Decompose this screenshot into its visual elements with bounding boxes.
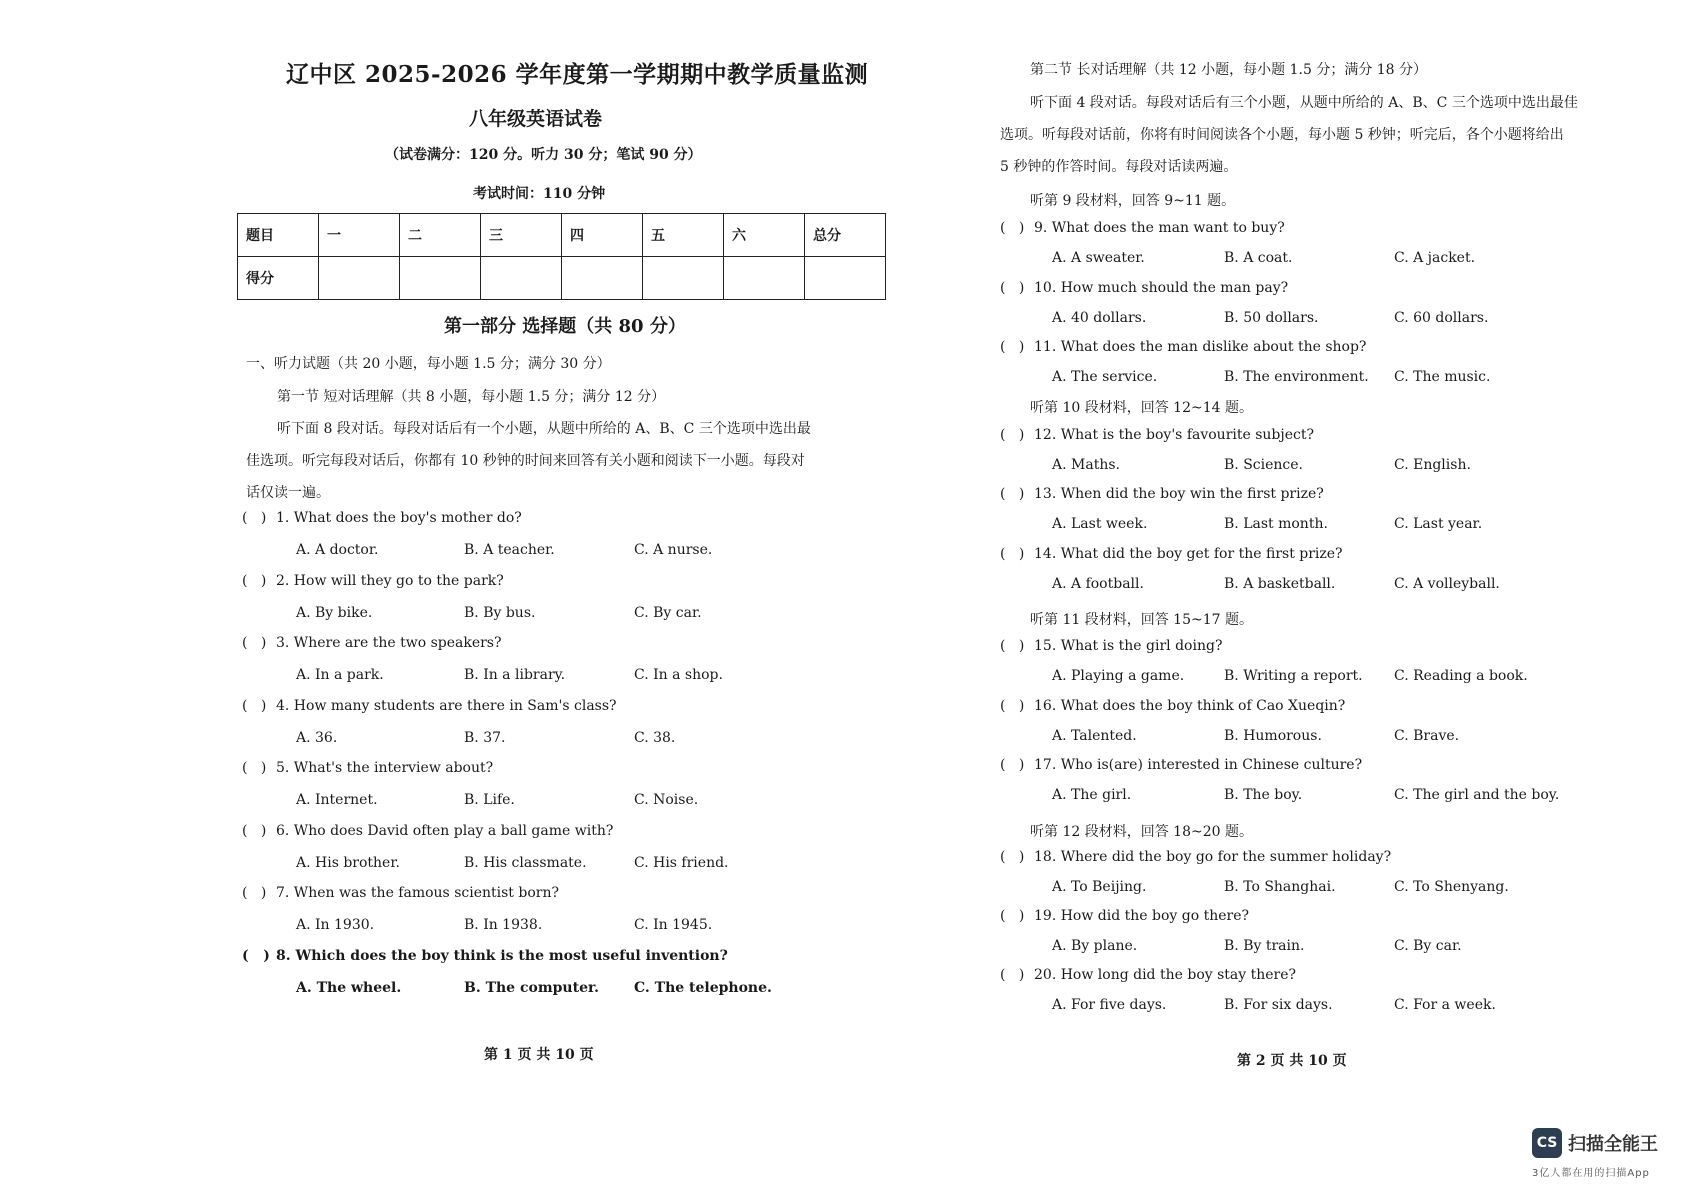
answer-blank[interactable]: ( ) xyxy=(1000,220,1025,236)
section-title: 一、听力试题（共 20 小题，每小题 1.5 分；满分 30 分） xyxy=(246,356,611,372)
option-c: C. A jacket. xyxy=(1394,250,1476,266)
answer-blank[interactable]: ( ) xyxy=(1000,486,1025,502)
option-c: C. A nurse. xyxy=(634,542,713,558)
option-a: A. To Beijing. xyxy=(1052,879,1147,895)
score-table-cell: 得分 xyxy=(238,257,319,300)
option-a: A. By bike. xyxy=(296,605,373,621)
option-b: B. The computer. xyxy=(464,980,599,996)
option-b: B. A basketball. xyxy=(1224,576,1336,592)
question-text: 2. How will they go to the park? xyxy=(276,573,504,589)
score-table-header-row xyxy=(238,214,886,257)
group-heading: 听第 9 段材料，回答 9~11 题。 xyxy=(1030,193,1236,209)
option-c: C. English. xyxy=(1394,457,1471,473)
option-c: C. 38. xyxy=(634,730,676,746)
option-c: C. Brave. xyxy=(1394,728,1460,744)
score-table-cell: 六 xyxy=(724,214,805,257)
score-table-cell: 一 xyxy=(319,214,400,257)
score-blank-cell[interactable] xyxy=(724,257,805,300)
score-table-cell: 题目 xyxy=(238,214,319,257)
option-b: B. Science. xyxy=(1224,457,1303,473)
question-text: 15. What is the girl doing? xyxy=(1034,638,1223,654)
exam-time: 考试时间：110 分钟 xyxy=(473,186,606,202)
option-c: C. The girl and the boy. xyxy=(1394,787,1560,803)
exam-title: 辽中区 2025-2026 学年度第一学期期中教学质量监测 xyxy=(286,61,869,88)
option-c: C. His friend. xyxy=(634,855,729,871)
question-text: 8. Which does the boy think is the most useful invention? xyxy=(276,948,728,964)
group-heading: 听第 12 段材料，回答 18~20 题。 xyxy=(1030,824,1253,840)
option-c: C. Noise. xyxy=(634,792,699,808)
group-heading: 听第 11 段材料，回答 15~17 题。 xyxy=(1030,612,1253,628)
question-text: 20. How long did the boy stay there? xyxy=(1034,967,1297,983)
instruction-line: 选项。听每段对话前，你将有时间阅读各个小题，每小题 5 秒钟；听完后，各个小题将给出 xyxy=(1000,127,1564,143)
option-b: B. To Shanghai. xyxy=(1224,879,1336,895)
option-b: B. A teacher. xyxy=(464,542,555,558)
option-a: A. The girl. xyxy=(1052,787,1132,803)
option-a: A. Maths. xyxy=(1052,457,1120,473)
answer-blank[interactable]: ( ) xyxy=(242,760,267,776)
option-a: A. By plane. xyxy=(1052,938,1138,954)
score-blank-cell[interactable] xyxy=(805,257,886,300)
answer-blank[interactable]: ( ) xyxy=(1000,638,1025,654)
answer-blank[interactable]: ( ) xyxy=(242,823,267,839)
option-a: A. Talented. xyxy=(1052,728,1137,744)
option-a: A. His brother. xyxy=(296,855,400,871)
answer-blank[interactable]: ( ) xyxy=(1000,546,1025,562)
answer-blank[interactable]: ( ) xyxy=(1000,339,1025,355)
option-b: B. For six days. xyxy=(1224,997,1333,1013)
instruction-line: 5 秒钟的作答时间。每段对话读两遍。 xyxy=(1000,159,1238,175)
option-a: A. Playing a game. xyxy=(1052,668,1185,684)
question-text: 4. How many students are there in Sam's class? xyxy=(276,698,617,714)
option-c: C. By car. xyxy=(1394,938,1462,954)
score-table-score-row xyxy=(238,257,886,300)
question-text: 1. What does the boy's mother do? xyxy=(276,510,522,526)
answer-blank[interactable]: ( ) xyxy=(1000,698,1025,714)
option-a: A. In a park. xyxy=(296,667,384,683)
option-a: A. In 1930. xyxy=(296,917,375,933)
option-b: B. In 1938. xyxy=(464,917,543,933)
question-text: 5. What's the interview about? xyxy=(276,760,494,776)
question-text: 14. What did the boy get for the first prize? xyxy=(1034,546,1343,562)
score-info: （试卷满分：120 分。听力 30 分；笔试 90 分） xyxy=(385,147,702,163)
answer-blank[interactable]: ( ) xyxy=(1000,967,1025,983)
instruction-line: 话仅读一遍。 xyxy=(246,485,330,501)
option-c: C. The telephone. xyxy=(634,980,772,996)
option-a: A. For five days. xyxy=(1052,997,1167,1013)
option-b: B. 37. xyxy=(464,730,506,746)
instruction-line: 佳选项。听完每段对话后，你都有 10 秒钟的时间来回答有关小题和阅读下一小题。每段对 xyxy=(246,453,805,469)
answer-blank[interactable]: ( ) xyxy=(1000,757,1025,773)
subsection-title: 第一节 短对话理解（共 8 小题，每小题 1.5 分；满分 12 分） xyxy=(277,389,666,405)
score-blank-cell[interactable] xyxy=(319,257,400,300)
question-text: 13. When did the boy win the first prize? xyxy=(1034,486,1324,502)
option-c: C. 60 dollars. xyxy=(1394,310,1489,326)
option-b: B. A coat. xyxy=(1224,250,1293,266)
option-b: B. The boy. xyxy=(1224,787,1303,803)
option-a: A. 40 dollars. xyxy=(1052,310,1147,326)
option-a: A. Last week. xyxy=(1052,516,1148,532)
group-heading: 听第 10 段材料，回答 12~14 题。 xyxy=(1030,400,1253,416)
question-text: 12. What is the boy's favourite subject? xyxy=(1034,427,1314,443)
option-b: B. His classmate. xyxy=(464,855,587,871)
option-b: B. Writing a report. xyxy=(1224,668,1363,684)
option-a: A. Internet. xyxy=(296,792,378,808)
option-c: C. Last year. xyxy=(1394,516,1483,532)
score-table-cell: 二 xyxy=(400,214,481,257)
option-c: C. In 1945. xyxy=(634,917,713,933)
page-footer: 第 2 页 共 10 页 xyxy=(1237,1053,1347,1069)
score-table-cell: 五 xyxy=(643,214,724,257)
answer-blank[interactable]: ( ) xyxy=(1000,849,1025,865)
score-blank-cell[interactable] xyxy=(562,257,643,300)
watermark-tagline: 3亿人都在用的扫描App xyxy=(1532,1168,1650,1179)
answer-blank[interactable]: ( ) xyxy=(242,885,267,901)
question-text: 6. Who does David often play a ball game with? xyxy=(276,823,614,839)
option-c: C. In a shop. xyxy=(634,667,723,683)
answer-blank[interactable]: ( ) xyxy=(1000,908,1025,924)
option-b: B. Humorous. xyxy=(1224,728,1322,744)
question-text: 16. What does the boy think of Cao Xueqin? xyxy=(1034,698,1346,714)
option-b: B. In a library. xyxy=(464,667,566,683)
score-table-cell: 四 xyxy=(562,214,643,257)
score-blank-cell[interactable] xyxy=(481,257,562,300)
option-b: B. By bus. xyxy=(464,605,536,621)
instruction-line: 听下面 4 段对话。每段对话后有三个小题，从题中所给的 A、B、C 三个选项中选出最佳 xyxy=(1030,95,1578,111)
option-a: A. The wheel. xyxy=(296,980,402,996)
subsection-title: 第二节 长对话理解（共 12 小题，每小题 1.5 分；满分 18 分） xyxy=(1030,62,1428,78)
answer-blank[interactable]: ( ) xyxy=(242,573,267,589)
question-text: 7. When was the famous scientist born? xyxy=(276,885,559,901)
option-a: A. A sweater. xyxy=(1052,250,1145,266)
option-c: C. By car. xyxy=(634,605,702,621)
option-b: B. Last month. xyxy=(1224,516,1328,532)
option-c: C. A volleyball. xyxy=(1394,576,1500,592)
option-a: A. The service. xyxy=(1052,369,1158,385)
watermark-app-name: 扫描全能王 xyxy=(1568,1134,1658,1155)
option-a: A. 36. xyxy=(296,730,338,746)
question-text: 18. Where did the boy go for the summer holiday? xyxy=(1034,849,1392,865)
question-text: 19. How did the boy go there? xyxy=(1034,908,1250,924)
option-b: B. Life. xyxy=(464,792,515,808)
camscanner-logo-icon: CS xyxy=(1532,1128,1562,1158)
score-blank-cell[interactable] xyxy=(643,257,724,300)
option-c: C. The music. xyxy=(1394,369,1491,385)
exam-subtitle: 八年级英语试卷 xyxy=(469,108,603,130)
question-text: 11. What does the man dislike about the shop? xyxy=(1034,339,1367,355)
question-text: 3. Where are the two speakers? xyxy=(276,635,502,651)
option-c: C. Reading a book. xyxy=(1394,668,1528,684)
option-c: C. To Shenyang. xyxy=(1394,879,1509,895)
score-blank-cell[interactable] xyxy=(400,257,481,300)
answer-blank[interactable]: ( ) xyxy=(1000,427,1025,443)
answer-blank[interactable]: ( ) xyxy=(242,510,267,526)
option-a: A. A doctor. xyxy=(296,542,379,558)
option-b: B. The environment. xyxy=(1224,369,1369,385)
answer-blank[interactable]: ( ) xyxy=(242,948,270,964)
option-b: B. 50 dollars. xyxy=(1224,310,1319,326)
score-table-cell: 总分 xyxy=(805,214,886,257)
question-text: 9. What does the man want to buy? xyxy=(1034,220,1285,236)
option-b: B. By train. xyxy=(1224,938,1305,954)
option-c: C. For a week. xyxy=(1394,997,1496,1013)
answer-blank[interactable]: ( ) xyxy=(242,698,267,714)
answer-blank[interactable]: ( ) xyxy=(242,635,267,651)
page-footer: 第 1 页 共 10 页 xyxy=(484,1047,594,1063)
option-a: A. A football. xyxy=(1052,576,1144,592)
score-table-cell: 三 xyxy=(481,214,562,257)
question-text: 17. Who is(are) interested in Chinese culture? xyxy=(1034,757,1363,773)
instruction-line: 听下面 8 段对话。每段对话后有一个小题，从题中所给的 A、B、C 三个选项中选出最 xyxy=(277,421,811,437)
answer-blank[interactable]: ( ) xyxy=(1000,280,1025,296)
score-table xyxy=(237,213,886,300)
question-text: 10. How much should the man pay? xyxy=(1034,280,1289,296)
part-title: 第一部分 选择题（共 80 分） xyxy=(444,316,686,337)
